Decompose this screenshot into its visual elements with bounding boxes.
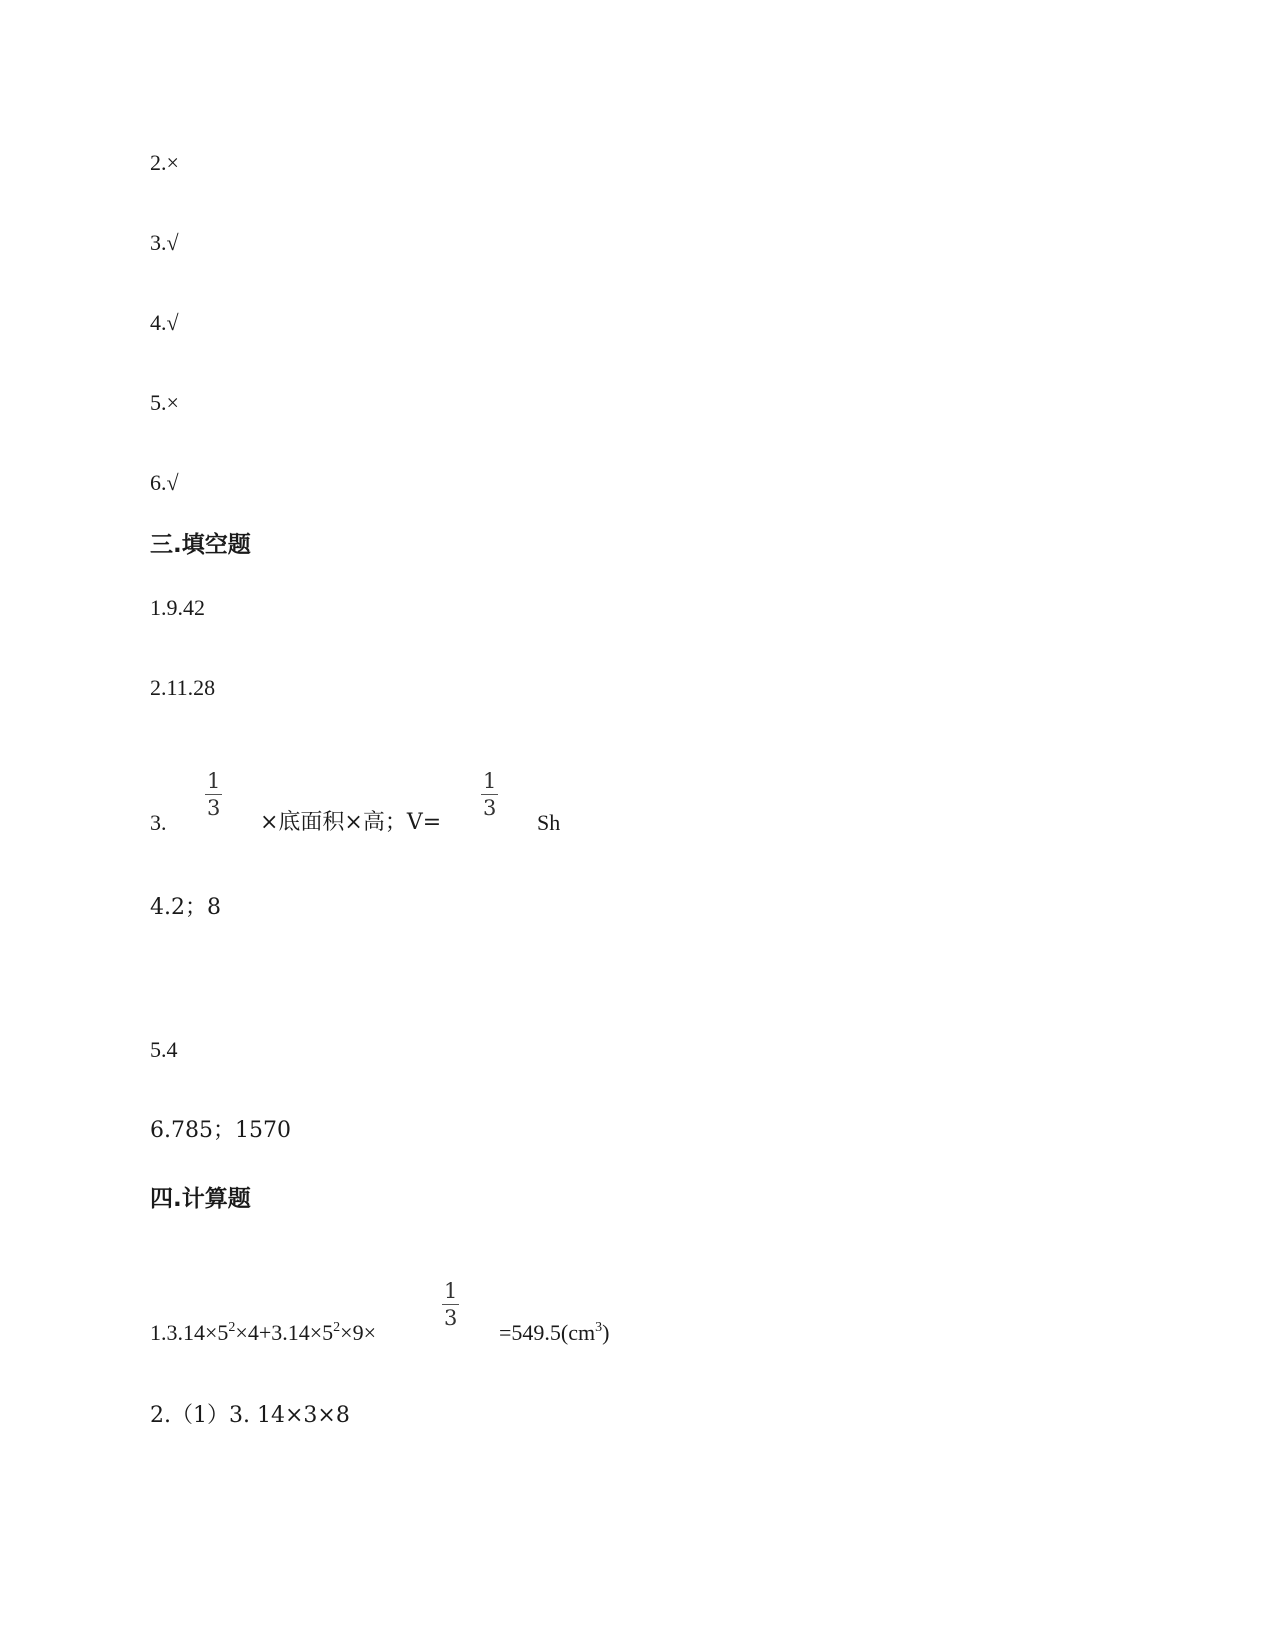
result-close: ) xyxy=(602,1320,610,1345)
fill-answer-2: 2.11.28 xyxy=(150,675,216,700)
fill-answer-6: 6.785；1570 xyxy=(150,1118,291,1143)
fraction-bar xyxy=(481,794,498,795)
fraction-denominator: 3 xyxy=(207,796,221,820)
fraction-denominator: 3 xyxy=(444,1306,458,1330)
fraction-denominator: 3 xyxy=(483,796,497,820)
fill-answer-5: 5.4 xyxy=(150,1037,178,1062)
result-value: =549.5(cm xyxy=(499,1320,596,1345)
calc-answer-1-result xyxy=(499,1320,609,1346)
fraction-one-third xyxy=(442,1280,459,1329)
fraction-bar xyxy=(442,1304,459,1305)
fill-answer-3-middle: ×底面积×高；V= xyxy=(260,810,442,835)
judge-answer-5: 5.× xyxy=(150,390,179,415)
judge-answer-6: 6.√ xyxy=(150,470,179,495)
fill-answer-1: 1.9.42 xyxy=(150,595,205,620)
exponent: 3 xyxy=(595,1320,603,1335)
fill-answer-4: 4.2；8 xyxy=(150,895,221,920)
exponent: 2 xyxy=(228,1320,236,1335)
expr-part: 1.3.14×5 xyxy=(150,1320,229,1345)
expr-part: ×4+3.14×5 xyxy=(235,1320,334,1345)
fill-answer-3-prefix: 3. xyxy=(150,810,167,835)
fill-answer-3-suffix: Sh xyxy=(537,810,561,835)
fraction-numerator: 1 xyxy=(444,1279,458,1303)
fraction-one-third xyxy=(481,770,498,819)
calc-answer-2: 2.（1）3. 14×3×8 xyxy=(150,1403,350,1428)
fraction-bar xyxy=(205,794,222,795)
judge-answer-2: 2.× xyxy=(150,150,179,175)
fraction-one-third xyxy=(205,770,222,819)
section-heading-calc: 四.计算题 xyxy=(150,1186,251,1212)
expr-part: ×9× xyxy=(340,1320,376,1345)
judge-answer-4: 4.√ xyxy=(150,310,179,335)
fraction-numerator: 1 xyxy=(483,769,497,793)
judge-answer-3: 3.√ xyxy=(150,230,179,255)
fraction-numerator: 1 xyxy=(207,769,221,793)
section-heading-fill: 三.填空题 xyxy=(150,532,251,558)
calc-answer-1-expression xyxy=(150,1320,376,1346)
exponent: 2 xyxy=(333,1320,341,1335)
